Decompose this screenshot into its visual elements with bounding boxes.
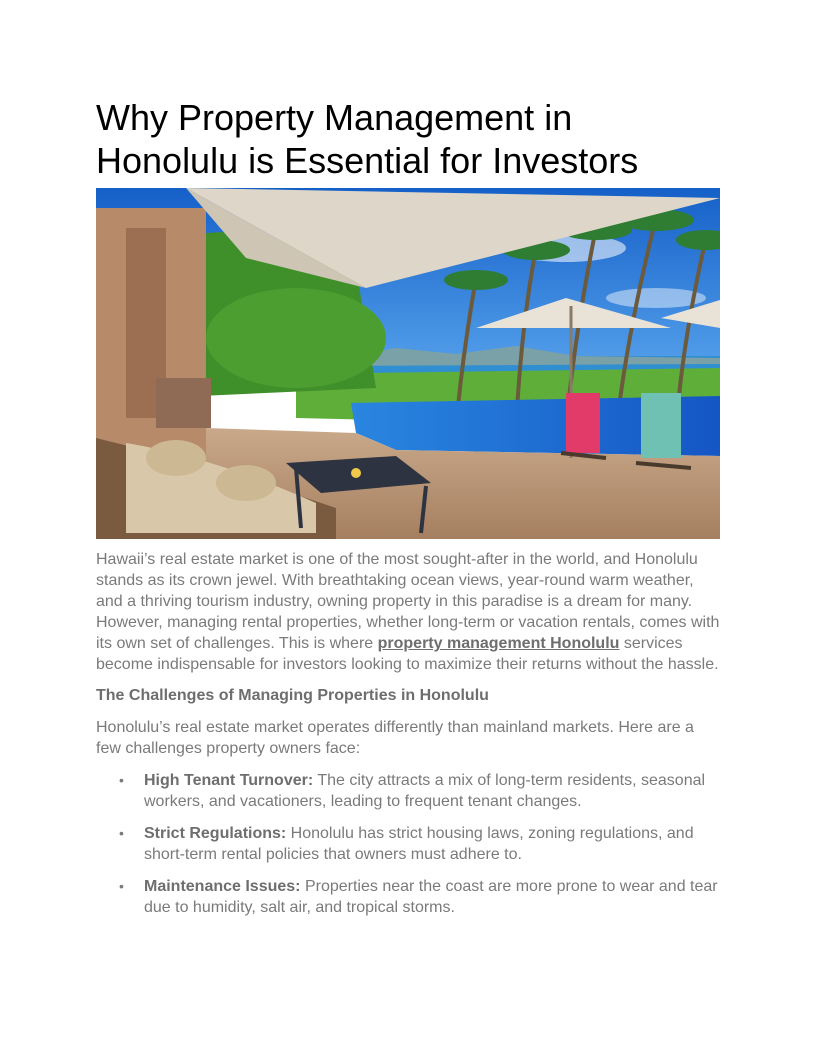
section-heading: The Challenges of Managing Properties in Honolulu [96,687,489,704]
intro-text-before-link: Hawaii’s real estate market is one of the most sought-after in the world, and Honolulu stands as its crown jewel. With breathtaking ocean views, year-round warm weather, and a thriving tourism industry, owning property in this paradise is a dream for many. However, managing rental properties, whether long-term or vacation rentals, comes with its own set of challenges. This is where [96,551,720,652]
list-item-text: Properties near the coast are more prone to wear and tear due to humidity, salt air, and tropical storms. [144,878,718,916]
page-title [96,96,720,182]
intro-paragraph [96,549,720,675]
hero-image [96,188,720,539]
list-item [119,770,720,812]
list-item-text: Honolulu has strict housing laws, zoning regulations, and short-term rental policies that owners must adhere to. [144,825,694,863]
bullet-icon: • [119,825,124,841]
list-item-text: The city attracts a mix of long-term residents, seasonal workers, and vacationers, leading to frequent tenant changes. [144,772,706,810]
title-line-1: Why Property Management in [96,97,573,138]
list-item [119,823,720,865]
list-item-term: High Tenant Turnover: [144,772,314,789]
list-item-term: Strict Regulations: [144,825,287,842]
bullet-icon: • [119,878,124,894]
article [96,96,720,929]
section-lead: Honolulu’s real estate market operates differently than mainland markets. Here are a few challenges property owners face: [96,719,694,757]
list-item [119,876,720,918]
challenges-list [96,770,720,918]
intro-text-after-link: services become indispensable for investors looking to maximize their returns without the hassle. [96,635,719,673]
list-item-term: Maintenance Issues: [144,878,301,895]
bullet-icon: • [119,772,124,788]
property-management-honolulu-link[interactable]: property management Honolulu [377,635,620,652]
title-line-2: Honolulu is Essential for Investors [96,140,639,181]
